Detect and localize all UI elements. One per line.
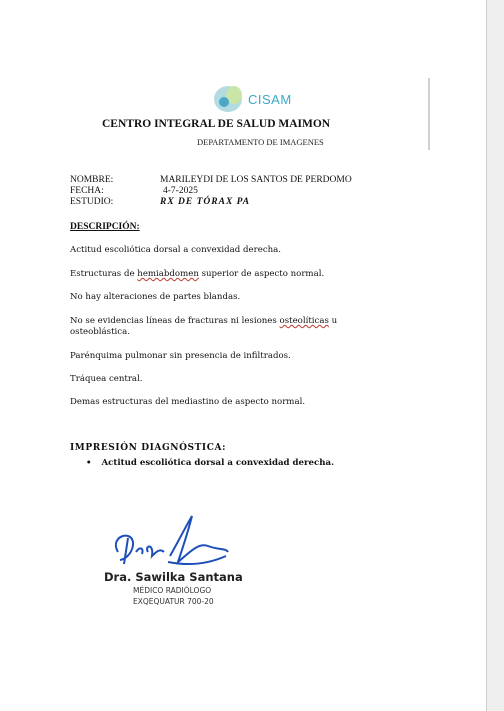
logo-text: CISAM [248,92,292,107]
impression-item [86,458,334,468]
field-label-nombre: NOMBRE: [70,175,114,185]
text-run: No se evidencias líneas de fracturas ni lesiones [70,316,280,326]
spellcheck-word: osteolíticas [279,316,329,326]
scrollbar-track[interactable] [487,0,504,711]
description-paragraph: Parénquima pulmonar sin presencia de infiltrados. [70,351,291,361]
description-paragraph: No hay alteraciones de partes blandas. [70,292,241,302]
description-paragraph: Tráquea central. [70,374,143,384]
impression-heading: IMPRESIÓN DIAGNÓSTICA: [70,443,227,453]
text-run: superior de aspecto normal. [198,269,325,279]
spellcheck-word: hemiabdomen [137,269,199,279]
signer-title: MÉDICO RADIÓLOGO [133,586,212,595]
text-run: u osteoblástica. [70,316,338,337]
text-run: Estructuras de [70,269,138,279]
description-paragraph: Demas estructuras del mediastino de aspecto normal. [70,397,306,407]
department-name: DEPARTAMENTO DE IMAGENES [197,137,324,147]
bullet-icon: • [86,458,92,468]
description-paragraph [70,316,380,338]
impression-text: Actitud escoliótica dorsal a convexidad derecha. [101,458,335,468]
description-paragraph [70,269,390,280]
study-date: 4-7-2025 [163,186,198,196]
center-name: CENTRO INTEGRAL DE SALUD MAIMON [102,118,331,130]
margin-guide [428,78,430,150]
handwritten-signature-icon [108,512,238,570]
signer-exequatur: EXQEQUATUR 700-20 [133,597,214,606]
signer-name: Dra. Sawilka Santana [104,570,243,584]
description-paragraph: Actitud escoliótica dorsal a convexidad derecha. [70,245,282,255]
description-heading: DESCRIPCIÓN: [70,222,140,232]
field-label-fecha: FECHA: [70,186,104,196]
patient-name: MARILEYDI DE LOS SANTOS DE PERDOMO [160,175,352,185]
study-type: RX DE TÓRAX PA [160,197,251,207]
field-label-estudio: ESTUDIO: [70,197,114,207]
